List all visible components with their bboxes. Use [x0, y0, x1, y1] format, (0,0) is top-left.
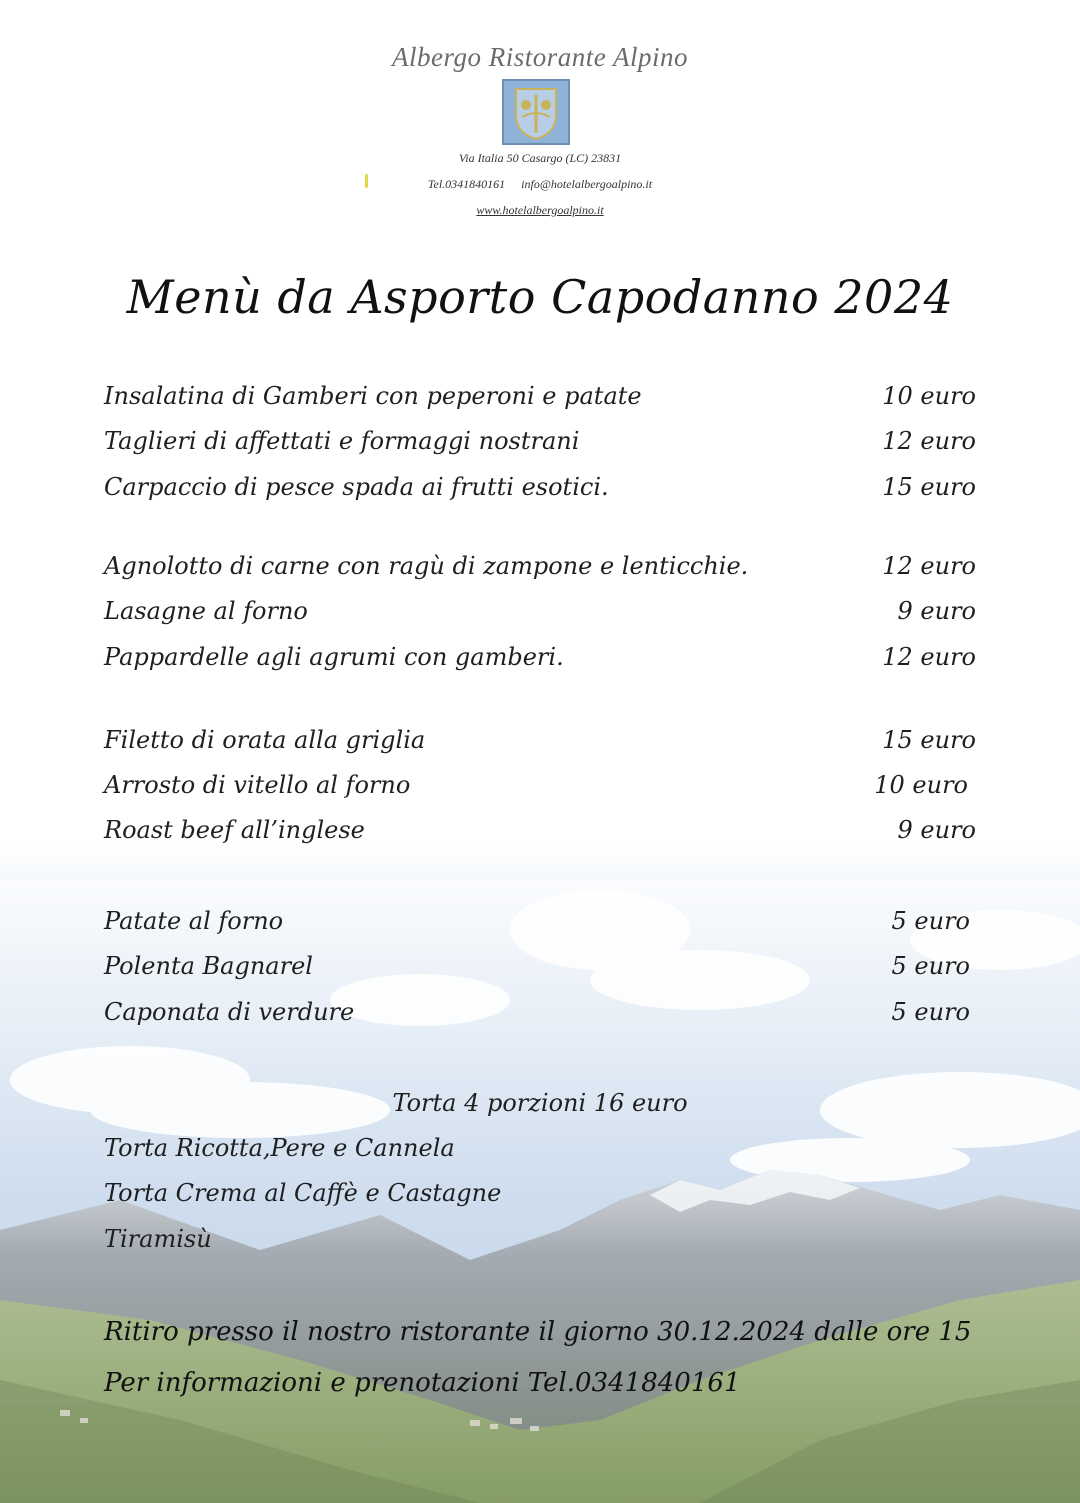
menu-item-price: 15 euro: [882, 726, 976, 754]
menu-item-name: Arrosto di vitello al forno: [104, 771, 411, 799]
menu-item-name: Filetto di orata alla griglia: [104, 726, 426, 754]
booking-info: Per informazioni e prenotazioni Tel.0341840161: [104, 1368, 741, 1398]
cake-section-heading: Torta 4 porzioni 16 euro: [392, 1089, 688, 1117]
cake-item: Tiramisù: [104, 1225, 212, 1253]
menu-item-name: Caponata di verdure: [104, 998, 355, 1026]
hotel-crest-icon: [502, 79, 570, 145]
hotel-name: Albergo Ristorante Alpino: [392, 42, 688, 72]
hotel-address: Via Italia 50 Casargo (LC) 23831: [458, 151, 622, 165]
menu-item-price: 15 euro: [882, 473, 976, 501]
pickup-info: Ritiro presso il nostro ristorante il giorno 30.12.2024 dalle ore 15: [104, 1317, 972, 1347]
menu-item-price: 10 euro: [874, 771, 968, 799]
hotel-email: info@hotelalbergoalpino.it: [521, 177, 653, 191]
cake-item: Torta Ricotta,Pere e Cannela: [104, 1134, 455, 1162]
menu-item-name: Taglieri di affettati e formaggi nostrani: [104, 427, 580, 455]
menu-item-name: Agnolotto di carne con ragù di zampone e lenticchie.: [104, 552, 749, 580]
menu-item-name: Carpaccio di pesce spada ai frutti esotici.: [104, 473, 609, 501]
menu-item-price: 9 euro: [897, 816, 976, 844]
hotel-contacts: [0, 177, 1080, 192]
menu-item-price: 5 euro: [891, 907, 970, 935]
hotel-phone: Tel.0341840161: [427, 177, 506, 191]
cake-item: Torta Crema al Caffè e Castagne: [104, 1179, 502, 1207]
menu-title: Menù da Asporto Capodanno 2024: [126, 270, 954, 324]
menu-item-name: Insalatina di Gamberi con peperoni e patate: [104, 382, 642, 410]
menu-item-name: Patate al forno: [104, 907, 284, 935]
menu-item-price: 12 euro: [882, 643, 976, 671]
menu-item-price: 12 euro: [882, 427, 976, 455]
menu-item-price: 9 euro: [897, 597, 976, 625]
menu-item-name: Lasagne al forno: [104, 597, 308, 625]
menu-item-price: 5 euro: [891, 998, 970, 1026]
menu-item-price: 10 euro: [882, 382, 976, 410]
menu-item-price: 12 euro: [882, 552, 976, 580]
menu-item-price: 5 euro: [891, 952, 970, 980]
menu-item-name: Roast beef all’inglese: [104, 816, 365, 844]
hotel-website-link[interactable]: www.hotelalbergoalpino.it: [476, 203, 604, 217]
menu-item-name: Polenta Bagnarel: [104, 952, 313, 980]
menu-item-name: Pappardelle agli agrumi con gamberi.: [104, 643, 564, 671]
